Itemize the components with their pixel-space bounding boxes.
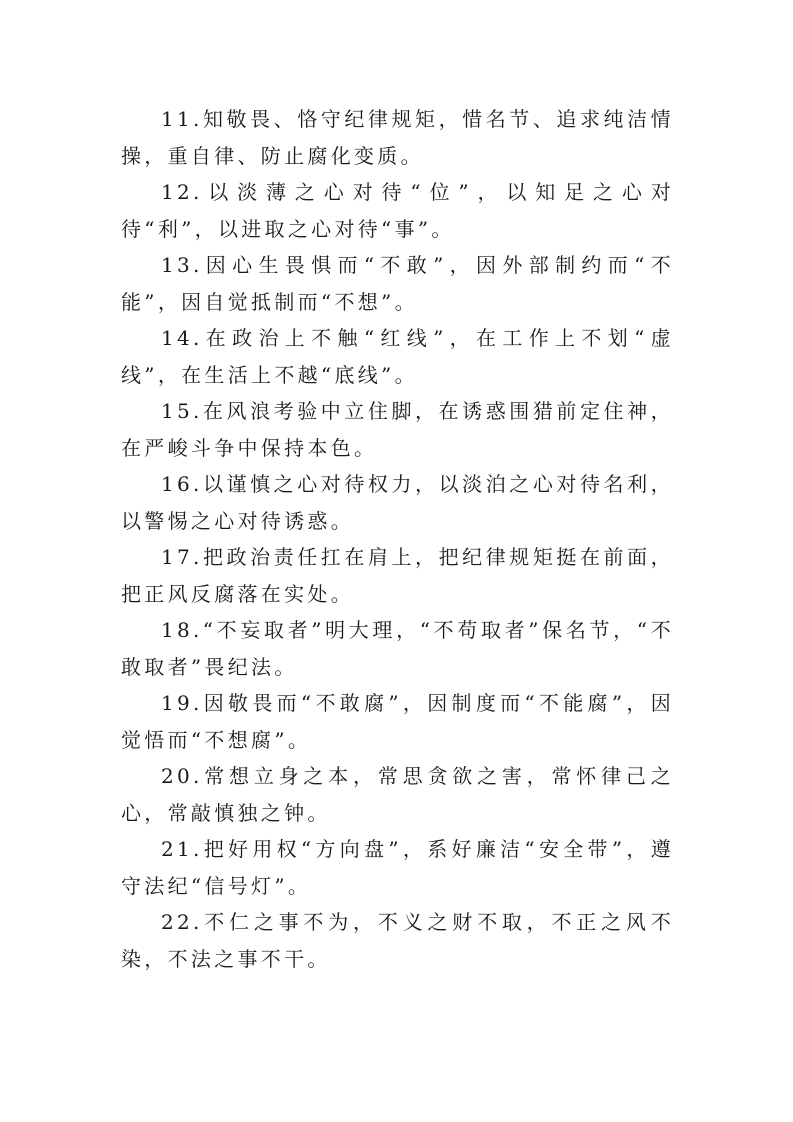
list-item: 17.把政治责任扛在肩上，把纪律规矩挺在前面，把正风反腐落在实处。 — [121, 545, 674, 606]
document-body — [121, 101, 674, 977]
list-item: 11.知敬畏、恪守纪律规矩，惜名节、追求纯洁情操，重自律、防止腐化变质。 — [121, 107, 674, 168]
list-item: 15.在风浪考验中立住脚，在诱惑围猎前定住神，在严峻斗争中保持本色。 — [121, 399, 674, 460]
list-item: 12.以淡薄之心对待“位”，以知足之心对待“利”，以进取之心对待“事”。 — [121, 180, 674, 241]
list-item: 19.因敬畏而“不敢腐”，因制度而“不能腐”，因觉悟而“不想腐”。 — [121, 691, 674, 752]
list-item: 22.不仁之事不为，不义之财不取，不正之风不染，不法之事不干。 — [121, 910, 674, 971]
list-item: 16.以谨慎之心对待权力，以淡泊之心对待名利，以警惕之心对待诱惑。 — [121, 472, 674, 533]
list-item: 18.“不妄取者”明大理，“不苟取者”保名节，“不敢取者”畏纪法。 — [121, 618, 674, 679]
list-item: 14.在政治上不触“红线”，在工作上不划“虚线”，在生活上不越“底线”。 — [121, 326, 674, 387]
list-item: 20.常想立身之本，常思贪欲之害，常怀律己之心，常敲慎独之钟。 — [121, 764, 674, 825]
list-item: 13.因心生畏惧而“不敢”，因外部制约而“不能”，因自觉抵制而“不想”。 — [121, 253, 674, 314]
list-item: 21.把好用权“方向盘”，系好廉洁“安全带”，遵守法纪“信号灯”。 — [121, 837, 674, 898]
